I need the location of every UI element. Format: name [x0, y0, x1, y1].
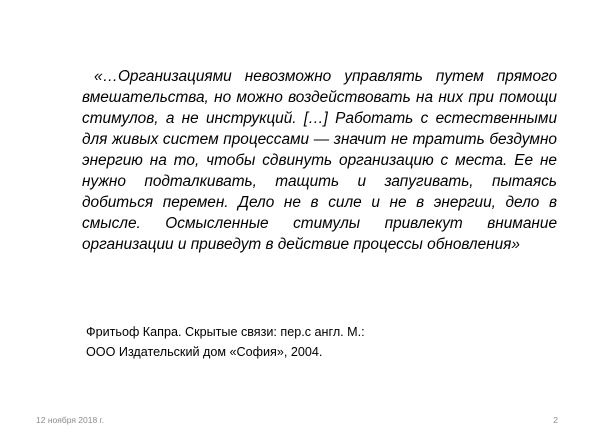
- footer-date: 12 ноября 2018 г.: [36, 415, 104, 425]
- citation-line-2: ООО Издательский дом «София», 2004.: [86, 345, 323, 359]
- citation-line-1: Фритьоф Капра. Скрытые связи: пер.с англ. М.:: [86, 325, 365, 339]
- citation: [86, 322, 506, 362]
- slide-page-number: 2: [553, 415, 558, 425]
- quote-text: «…Организациями невозможно управлять путем прямого вмешательства, но можно воздействовать на них при помощи стимулов, а не инструкций. […] Работать с естественными для живых систем процессами — значит не тратить бездумно энергию на то, чтобы сдвинуть организацию с места. Ее не нужно подталкивать, тащить и запугивать, пытаясь добиться перемен. Дело не в силе и не в энергии, дело в смысле. Осмысленные стимулы привлекут внимание организации и приведут в действие процессы обновления»: [82, 68, 557, 253]
